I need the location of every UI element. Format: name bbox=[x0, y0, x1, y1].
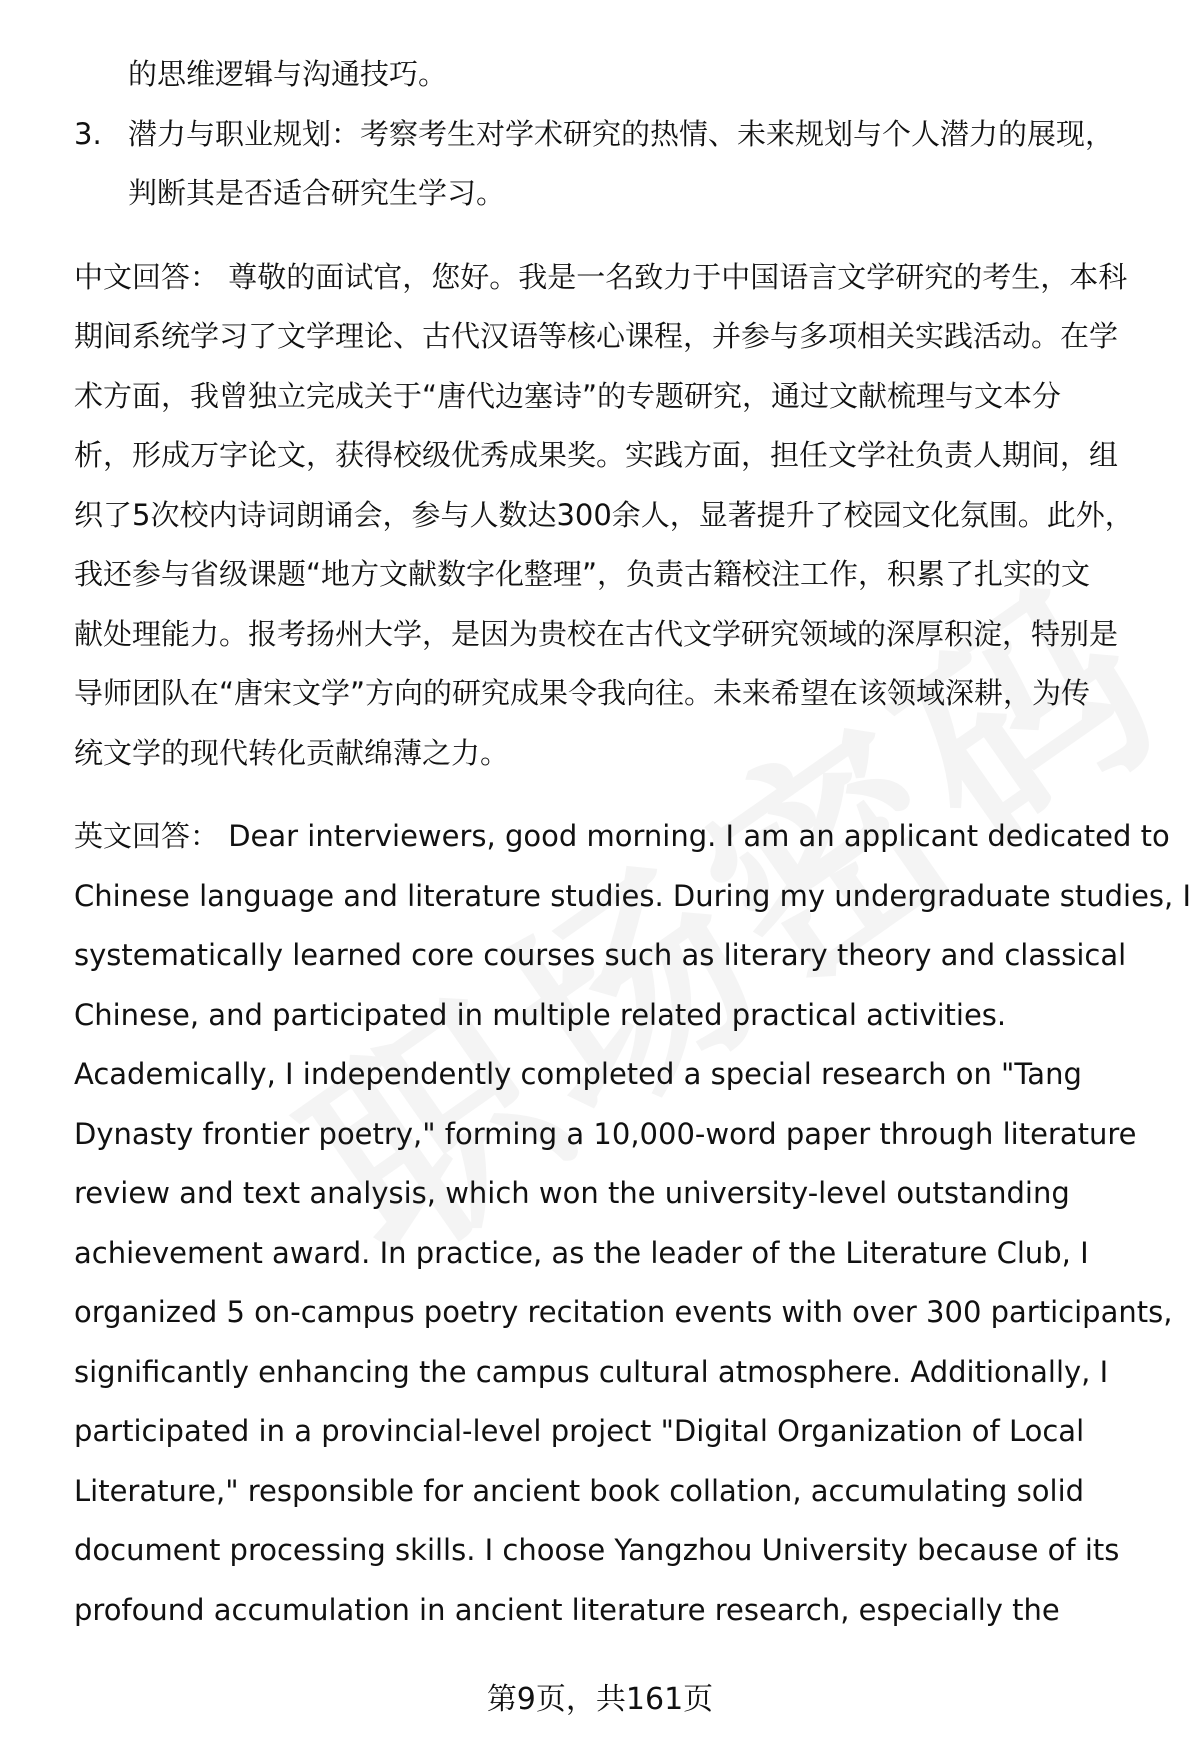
page-number: 第9页，共161页 bbox=[486, 1682, 714, 1717]
list-item-continuation: 的思维逻辑与沟通技巧。 bbox=[128, 57, 448, 91]
paragraph-line: participated in a provincial-level project "Digital Organization of Local bbox=[74, 1414, 1085, 1448]
paragraph-line: achievement award. In practice, as the leader of the Literature Club, I bbox=[74, 1235, 1089, 1270]
paragraph-line: review and text analysis, which won the university-level outstanding bbox=[74, 1176, 1070, 1210]
paragraph-spacer bbox=[74, 224, 1160, 248]
paragraph-line: 英文回答： Dear interviewers, good morning. I am an applicant dedicated to bbox=[74, 819, 1170, 853]
paragraph-line: Academically, I independently completed a special research on "Tang bbox=[74, 1057, 1082, 1091]
paragraph-line: 献处理能力。报考扬州大学，是因为贵校在古代文学研究领域的深厚积淀，特别是 bbox=[74, 616, 1119, 651]
paragraph-line: 织了5次校内诗词朗诵会，参与人数达300余人，显著提升了校园文化氛围。此外， bbox=[74, 497, 1134, 532]
paragraph-line: 统文学的现代转化贡献绵薄之力。 bbox=[74, 735, 510, 770]
list-item-3 bbox=[74, 105, 1160, 165]
chinese-answer-paragraph bbox=[74, 248, 1160, 784]
paragraph-line: 期间系统学习了文学理论、古代汉语等核心课程，并参与多项相关实践活动。在学 bbox=[74, 319, 1119, 353]
paragraph-line: organized 5 on-campus poetry recitation events with over 300 participants, bbox=[74, 1295, 1173, 1329]
paragraph-line: 导师团队在“唐宋文学”方向的研究成果令我向往。未来希望在该领域深耕，为传 bbox=[74, 676, 1091, 710]
paragraph-line: 术方面，我曾独立完成关于“唐代边塞诗”的专题研究，通过文献梳理与文本分 bbox=[74, 378, 1062, 413]
paragraph-line: Literature," responsible for ancient book collation, accumulating solid bbox=[74, 1473, 1085, 1508]
paragraph-line: 中文回答： 尊敬的面试官，您好。我是一名致力于中国语言文学研究的考生，本科 bbox=[74, 259, 1128, 294]
list-item-3-continuation: 判断其是否适合研究生学习。 bbox=[128, 176, 506, 210]
paragraph-line: profound accumulation in ancient literature research, especially the bbox=[74, 1592, 1060, 1627]
page-content bbox=[74, 45, 1192, 1640]
list-item-text: 潜力与职业规划：考察考生对学术研究的热情、未来规划与个人潜力的展现， bbox=[128, 116, 1115, 151]
list-number: 3. bbox=[74, 116, 102, 151]
paragraph-spacer bbox=[74, 783, 1160, 807]
paragraph-line: document processing skills. I choose Yangzhou University because of its bbox=[74, 1533, 1120, 1567]
paragraph-line: Chinese, and participated in multiple related practical activities. bbox=[74, 997, 1007, 1032]
english-answer-paragraph bbox=[74, 807, 1192, 1640]
paragraph-line: 析，形成万字论文，获得校级优秀成果奖。实践方面，担任文学社负责人期间，组 bbox=[74, 438, 1119, 472]
paragraph-line: significantly enhancing the campus cultural atmosphere. Additionally, I bbox=[74, 1354, 1109, 1389]
paragraph-line: 我还参与省级课题“地方文献数字化整理”，负责古籍校注工作，积累了扎实的文 bbox=[74, 557, 1091, 591]
paragraph-line: systematically learned core courses such as literary theory and classical bbox=[74, 938, 1127, 972]
paragraph-line: Chinese language and literature studies. During my undergraduate studies, I bbox=[74, 878, 1192, 913]
paragraph-line: Dynasty frontier poetry," forming a 10,000-word paper through literature bbox=[74, 1116, 1137, 1151]
